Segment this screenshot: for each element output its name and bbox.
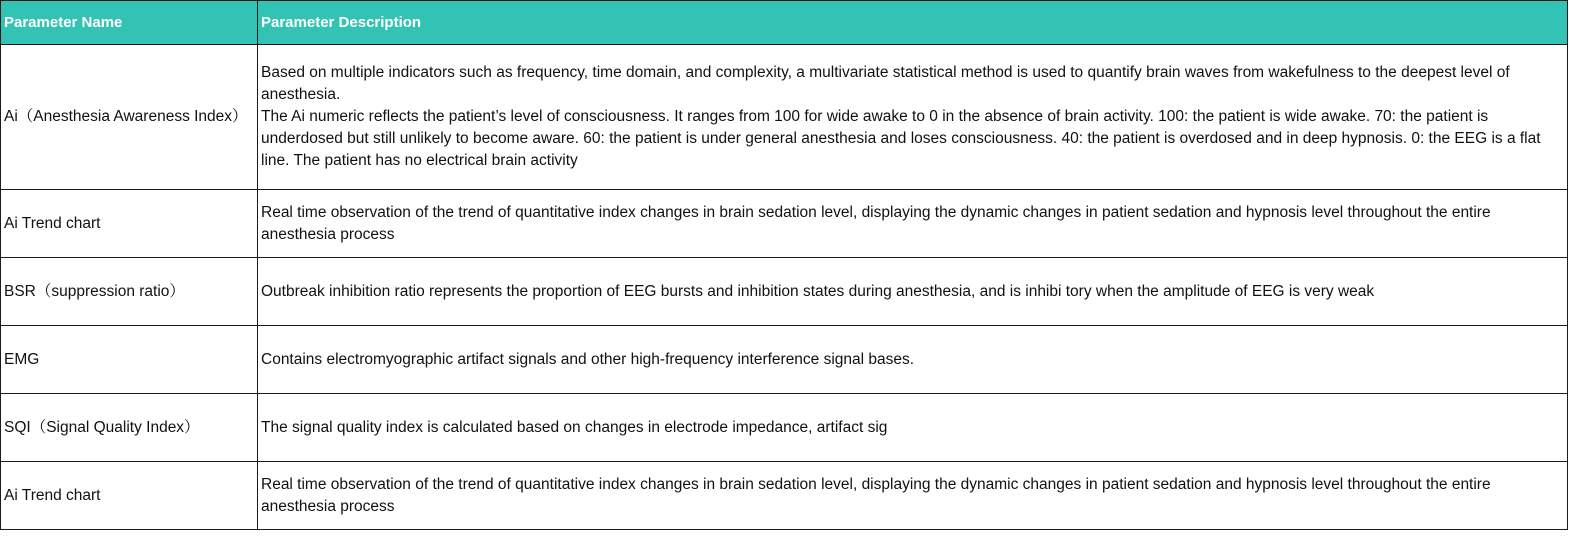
description-paragraph: Contains electromyographic artifact signals and other high-frequency interference signal bases. [261,350,915,368]
parameter-name-cell: Ai（Anesthesia Awareness Index） [1,45,258,190]
parameter-description-cell [258,45,1568,190]
description-paragraph: Outbreak inhibition ratio represents the proportion of EEG bursts and inhibition states during anesthesia, and is inhibi tory when the amplitude of EEG is very weak [261,282,1375,300]
parameter-name-cell: Ai Trend chart [1,190,258,258]
parameter-description-cell [258,326,1568,394]
parameter-name-cell: BSR（suppression ratio） [1,258,258,326]
parameter-description-cell [258,462,1568,530]
parameter-name-cell: EMG [1,326,258,394]
table-row [1,326,1568,394]
parameter-name-cell: SQI（Signal Quality Index） [1,394,258,462]
parameter-name-cell: Ai Trend chart [1,462,258,530]
table-row [1,462,1568,530]
table-header-row [1,1,1568,45]
header-parameter-name: Parameter Name [1,1,258,45]
table-row [1,190,1568,258]
description-paragraph: Real time observation of the trend of quantitative index changes in brain sedation level, displaying the dynamic changes in patient sedation and hypnosis level throughout the entire anesthesia process [261,475,1491,515]
description-paragraph: Based on multiple indicators such as frequency, time domain, and complexity, a multivariate statistical method is used to quantify brain waves from wakefulness to the deepest level of anesthesia. [261,64,1510,103]
table-row [1,258,1568,326]
description-paragraph: Real time observation of the trend of quantitative index changes in brain sedation level, displaying the dynamic changes in patient sedation and hypnosis level throughout the entire anesthesia process [261,203,1491,243]
parameter-description-cell [258,394,1568,462]
description-paragraph: The signal quality index is calculated based on changes in electrode impedance, artifact sig [261,418,888,436]
header-parameter-description: Parameter Description [258,1,1568,45]
parameter-description-cell [258,190,1568,258]
parameter-description-cell [258,258,1568,326]
table-row [1,45,1568,190]
description-paragraph: The Ai numeric reflects the patient’s level of consciousness. It ranges from 100 for wide awake to 0 in the absence of brain activity. 100: the patient is wide awake. 70: the patient is underdosed but still unlikely to become aware. 60: the patient is under general anesthesia and loses consciousness. 40: the patient is overdosed and in deep hypnosis. 0: the EEG is a flat line. The patient has no electrical brain activity [261,108,1541,169]
table-row [1,394,1568,462]
